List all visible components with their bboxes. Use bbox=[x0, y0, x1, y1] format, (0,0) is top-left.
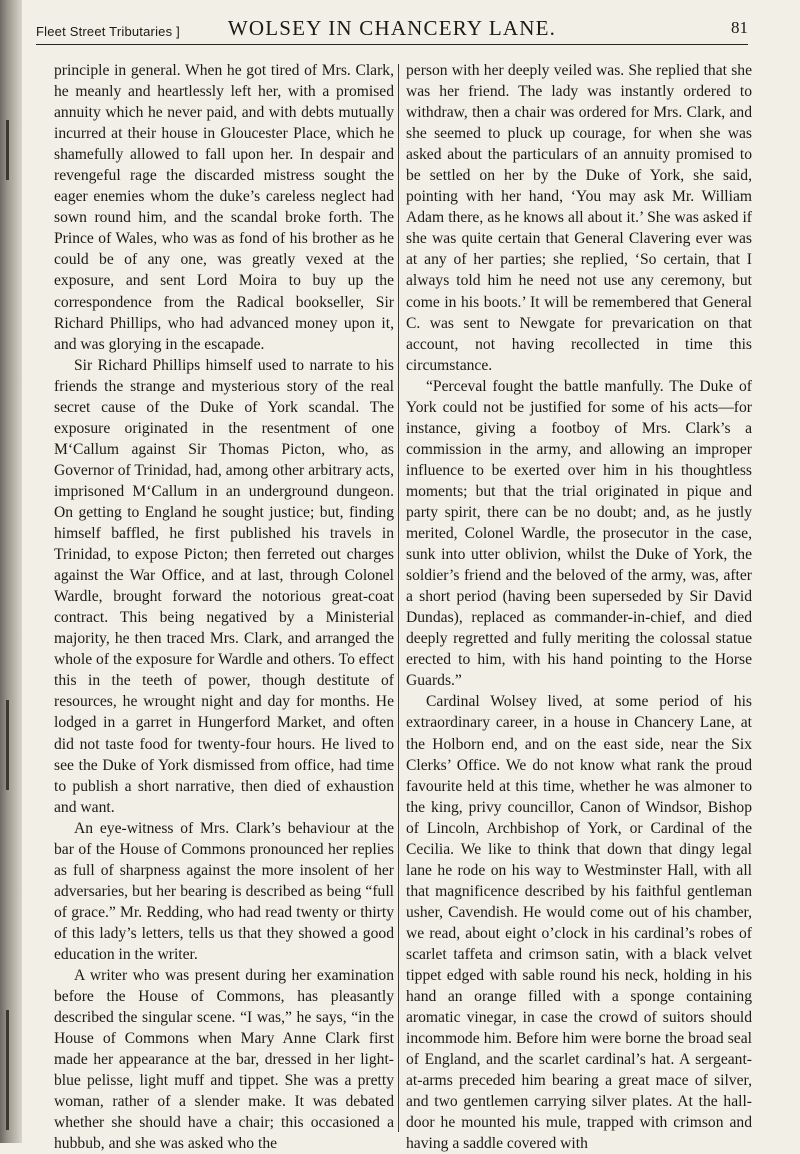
paragraph: person with her deeply veiled was. She replied that she was her friend. The lady was instantly ordered to withdraw, then a chair was ordered for Mrs. Clark, and she seemed to pluck up courage, for when she was asked about the particulars of an annuity promised to be settled on her by the Duke of York, she said, pointing with her hand, ‘You may ask Mr. William Adam there, as he knows all about it.’ She was asked if she was quite certain that General Clavering ever was at any of her parties; she replied, ‘So certain, that I always told him he need not use any ceremony, but come in his boots.’ It will be remembered that General C. was sent to Newgate for prevarication on that account, not having recollected in time this circumstance. bbox=[406, 62, 752, 374]
left-column bbox=[54, 60, 394, 1154]
book-spine-shadow bbox=[0, 0, 22, 1143]
right-column bbox=[406, 60, 752, 1154]
paragraph: Cardinal Wolsey lived, at some period of his extraordinary career, in a house in Chancery Lane, at the Holborn end, and on the east side, near the Six Clerks’ Office. We do not know what rank the proud favourite held at this time, whether he was almoner to the king, privy councillor, Canon of Windsor, Bishop of Lincoln, Archbishop of York, or Cardinal of the Cecilia. We like to think that down that dingy legal lane he rode on his way to Westminster Hall, with all that magnificence described by his faithful gentleman usher, Cavendish. He would come out of his chamber, we read, about eight o’clock in his cardinal’s robes of scarlet taffeta and crimson satin, with a black velvet tippet edged with sable round his neck, holding in his hand an orange filled with a sponge containing aromatic vinegar, in case the crowd of suitors should incommode him. Before him were borne the broad seal of England, and the scarlet cardinal’s hat. A sergeant-at-arms preceded him bearing a great mace of silver, and two gentlemen carrying silver plates. At the hall-door he mounted his mule, trapped with crimson and having a saddle covered with bbox=[406, 693, 752, 1153]
paragraph: Sir Richard Phillips himself used to narrate to his friends the strange and mysterious story of the real secret cause of the Duke of York scandal. The exposure originated in the resentment of one M‘Callum against Sir Thomas Picton, who, as Governor of Trinidad, had, among other arbitrary acts, imprisoned M‘Callum in an underground dungeon. On getting to England he sought justice; but, finding himself baffled, he first published his travels in Trinidad, to expose Picton; then ferreted out charges against the War Office, and at last, through Colonel Wardle, brought forward the notorious great-coat contract. This being negatived by a Ministerial majority, he then traced Mrs. Clark, and arranged the whole of the exposure for Wardle and others. To effect this in the teeth of power, though destitute of resources, he wrought night and day for months. He lodged in a garret in Hungerford Market, and often did not taste food for twenty-four hours. He lived to see the Duke of York dismissed from office, had time to publish a short narrative, then died of exhaustion and want. bbox=[54, 356, 394, 816]
header-rule bbox=[36, 44, 748, 45]
running-head-book-title: Fleet Street Tributaries ] bbox=[36, 24, 180, 39]
paragraph: “Perceval fought the battle manfully. The Duke of York could not be justified for some of his acts—for instance, giving a footboy of Mrs. Clark’s a commission in the army, and allowing an improper influence to be exerted over him in his thoughtless moments; but that the trial originated in pique and party spirit, there can be no doubt; and, as he justly merited, Colonel Wardle, the prosecutor in the case, sunk into utter oblivion, whilst the Duke of York, the soldier’s friend and the beloved of the army, was, after a short period (having been superseded by Sir David Dundas), replaced as commander-in-chief, and died deeply regretted and fully meriting the colossal statue erected to him, with his hand pointing to the Horse Guards.” bbox=[406, 377, 752, 690]
column-divider bbox=[398, 64, 399, 1132]
spine-mark bbox=[6, 1010, 9, 1130]
spine-mark bbox=[6, 700, 9, 790]
running-head-chapter-title: WOLSEY IN CHANCERY LANE. bbox=[227, 16, 557, 40]
page-number: 81 bbox=[731, 18, 748, 37]
paragraph: principle in general. When he got tired of Mrs. Clark, he meanly and heartlessly left her, with a promised annuity which he never paid, and with debts mutually incurred at their house in Gloucester Place, which he shamefully allowed to fall upon her. In despair and revengeful rage the discarded mistress sought the eager enemies whom the duke’s careless neglect had sown round him, and the scandal broke forth. The Prince of Wales, who was as fond of his brother as he could be of any one, was greatly vexed at the exposure, and sent Lord Moira to buy up the correspondence from the Radical bookseller, Sir Richard Phillips, who had advanced money upon it, and was glorying in the escapade. bbox=[54, 62, 394, 353]
paragraph: An eye-witness of Mrs. Clark’s behaviour at the bar of the House of Commons pronounced her replies as full of sharpness against the more insolent of her adversaries, but her bearing is described as being “full of grace.” Mr. Redding, who had read twenty or thirty of this lady’s letters, tells us that they showed a good education in the writer. bbox=[54, 819, 394, 963]
spine-mark bbox=[6, 120, 9, 180]
paragraph: A writer who was present during her examination before the House of Commons, has pleasantly described the singular scene. “I was,” he says, “in the House of Commons when Mary Anne Clark first made her appearance at the bar, dressed in her light-blue pelisse, light muff and tippet. She was a pretty woman, rather of a slender make. It was debated whether she should have a chair; this occasioned a hubbub, and she was asked who the bbox=[54, 967, 394, 1153]
